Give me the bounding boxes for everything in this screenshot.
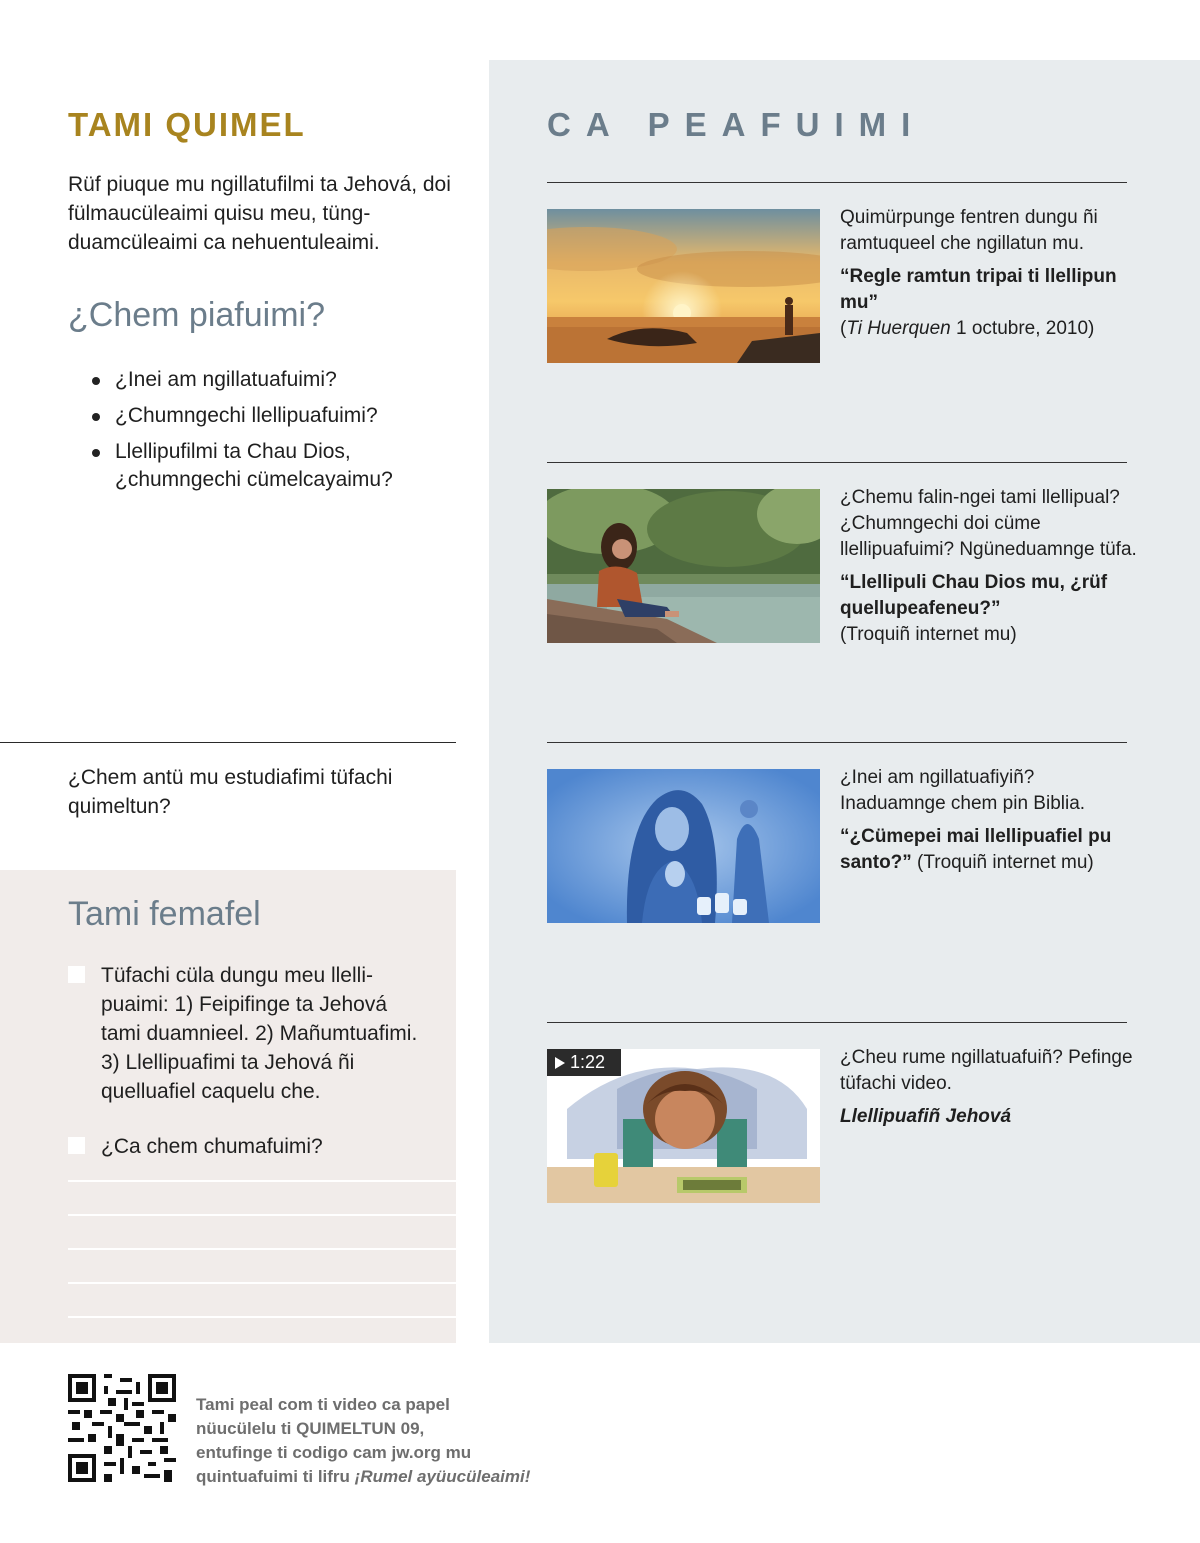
intro-paragraph: Rüf piuque mu ngillatufilmi ta Jehová, doi fülmaucüleaimi quisu meu, tüngduamcüleaimi ca nehuentuleaimi. [68, 173, 451, 254]
woman-by-lake-illustration [547, 489, 820, 643]
book-title: ¡Rumel ayüucüleaimi! [354, 1467, 531, 1486]
goal-item [68, 961, 428, 1106]
divider [547, 182, 1127, 183]
footer-line: nüucülelu ti QUIMELTUN 09, [196, 1419, 425, 1438]
goal-item-text: Tüfachi cüla dungu meu llellipuaimi: 1) Feipifinge ta Jehová tami duamnieel. 2) Mañumtuafimi. 3) Llellipuafimi ta Jehová ñi quelluafiel caquelu che. [101, 964, 418, 1103]
section-title: TAMI QUIMEL [68, 106, 306, 143]
writing-line[interactable] [68, 1282, 456, 1284]
divider [547, 742, 1127, 743]
bullet-icon [92, 413, 100, 421]
play-icon [555, 1057, 565, 1069]
list-item [92, 366, 462, 394]
panel-title: CA PEAFUIMI [547, 106, 926, 143]
writing-line[interactable] [68, 1214, 456, 1216]
reading-entry [840, 205, 1140, 342]
entry-title[interactable]: “Llellipuli Chau Dios mu, ¿rüf quellupeafeneu?” [840, 572, 1108, 619]
footer-note [196, 1393, 576, 1489]
list-item [92, 402, 462, 430]
praying-woman-illustration [547, 769, 820, 923]
qr-code-icon [68, 1374, 176, 1482]
divider [547, 1022, 1127, 1023]
divider [0, 742, 456, 743]
footer-line: Tami peal com ti video ca papel [196, 1395, 450, 1414]
bullet-icon [92, 449, 100, 457]
entry-source: (Ti Huerquen 1 octubre, 2010) [840, 318, 1095, 339]
question-text: ¿Chumngechi llellipuafuimi? [115, 404, 378, 427]
questions-heading: ¿Chem piafuimi? [68, 296, 325, 334]
duration-text: 1:22 [570, 1052, 606, 1072]
sunset-illustration [547, 209, 820, 363]
list-item [92, 438, 462, 494]
divider [547, 462, 1127, 463]
writing-line[interactable] [68, 1316, 456, 1318]
qr-code[interactable] [68, 1374, 176, 1482]
checkbox[interactable] [68, 1137, 85, 1154]
entry-description: Quimürpunge fentren dungu ñi ramtuqueel che ngillatun mu. [840, 207, 1098, 254]
entry-source: (Troquiñ internet mu) [911, 852, 1094, 873]
entry-description: ¿Chemu falin-ngei tami llellipual? ¿Chumngechi doi cüme llellipuafuimi? Ngüneduamnge tüfa. [840, 487, 1137, 560]
question-list [92, 366, 462, 502]
study-date-question: ¿Chem antü mu estudiafimi tüfachi quimeltun? [68, 766, 393, 818]
goal-item [68, 1132, 428, 1161]
entry-title[interactable]: Llellipuafiñ Jehová [840, 1106, 1012, 1127]
entry-description: ¿Cheu rume ngillatuafuiñ? Pefinge tüfachi video. [840, 1047, 1133, 1094]
reading-entry [840, 485, 1140, 648]
woman-by-lake-image[interactable] [547, 489, 820, 643]
praying-woman-image[interactable] [547, 769, 820, 923]
goal-item-text: ¿Ca chem chumafuimi? [101, 1135, 323, 1158]
reading-entry [840, 765, 1140, 876]
entry-title[interactable]: “¿Cümepei mai llellipuafiel pu santo?” [840, 826, 1112, 873]
video-duration-badge[interactable] [547, 1049, 621, 1076]
sunset-image[interactable] [547, 209, 820, 363]
writing-line[interactable] [68, 1180, 456, 1182]
goal-box [0, 870, 456, 1343]
bullet-icon [92, 377, 100, 385]
reading-entry [840, 1045, 1140, 1130]
writing-line[interactable] [68, 1248, 456, 1250]
question-text: Llellipufilmi ta Chau Dios, ¿chumngechi cümelcayaimu? [115, 440, 393, 491]
entry-source: (Troquiñ internet mu) [840, 624, 1017, 645]
footer-line: entufinge ti codigo cam jw.org mu [196, 1443, 472, 1462]
goal-title: Tami femafel [68, 895, 261, 933]
checkbox[interactable] [68, 966, 85, 983]
question-text: ¿Inei am ngillatuafuimi? [115, 368, 337, 391]
entry-description: ¿Inei am ngillatuafiyiñ? Inaduamnge chem pin Biblia. [840, 767, 1086, 814]
footer-line: quintuafuimi ti lifru ¡Rumel ayüucüleaimi! [196, 1467, 531, 1486]
entry-title[interactable]: “Regle ramtun tripai ti llellipun mu” [840, 266, 1117, 313]
